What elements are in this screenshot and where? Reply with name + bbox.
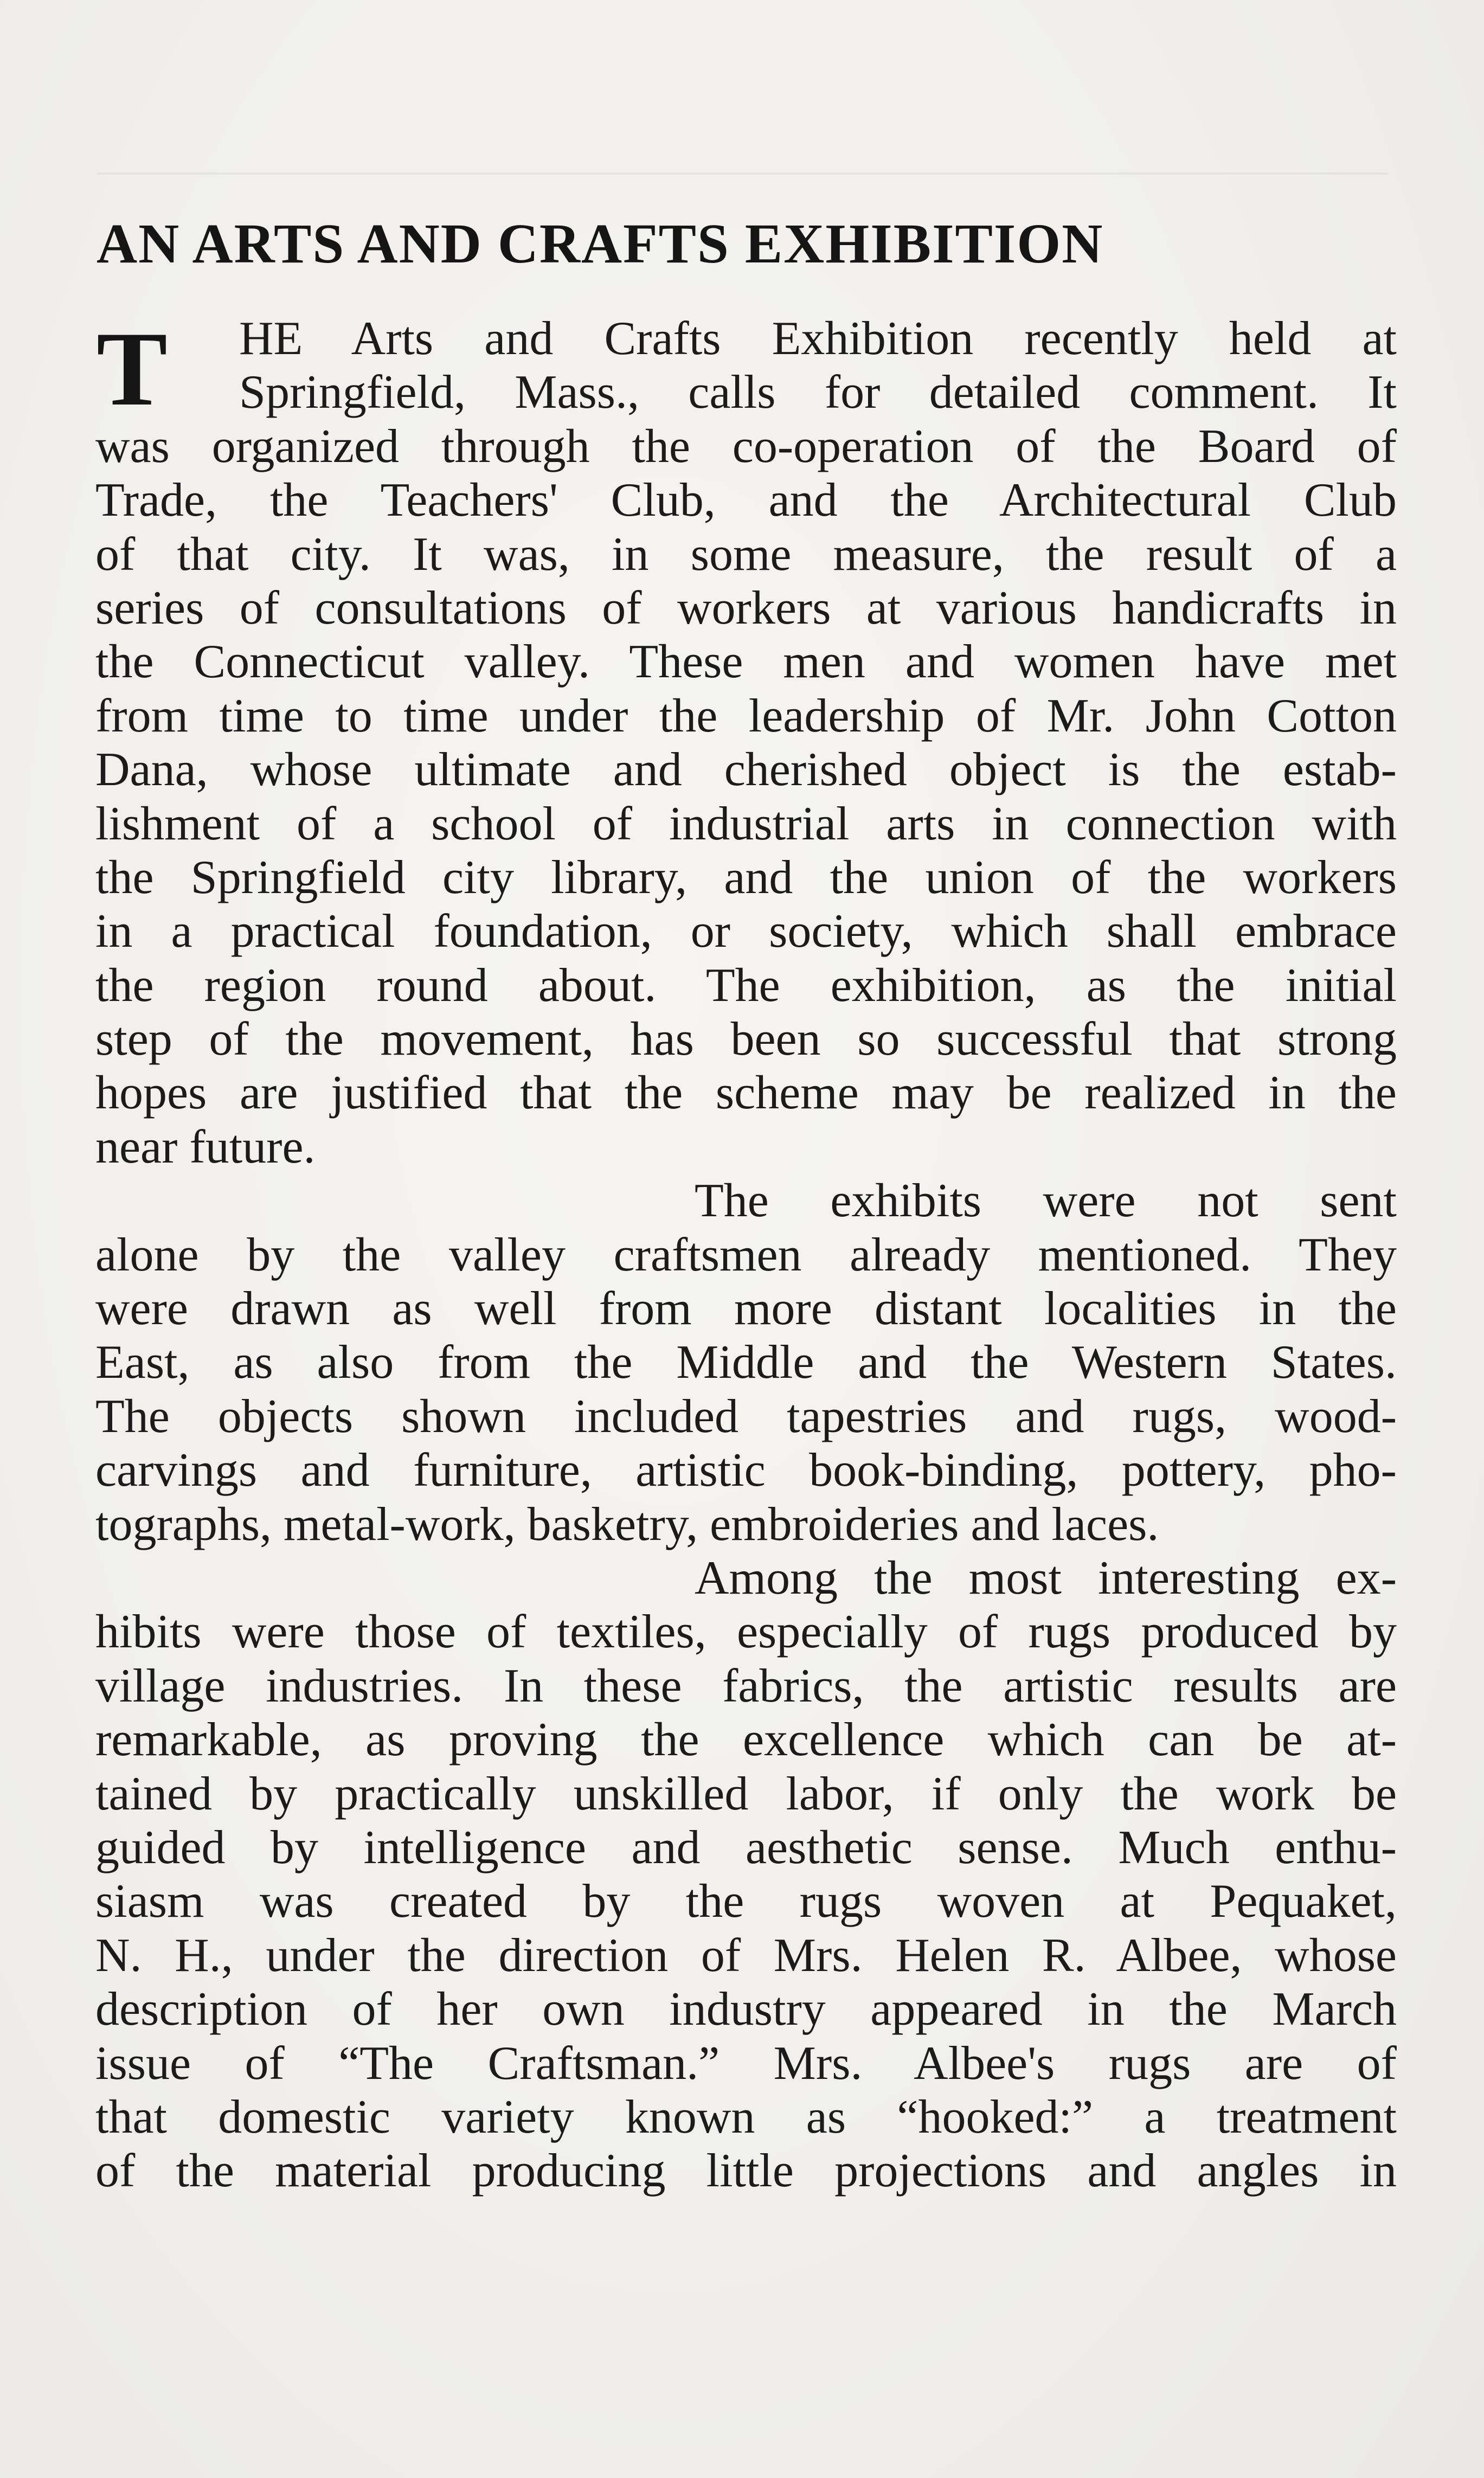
text-line: The objects shown included tapestries and rugs, wood- [95,1390,1397,1443]
text-line: lishment of a school of industrial arts in connection with [95,797,1397,850]
article-body [95,312,1397,2198]
drop-cap: T [97,310,168,428]
text-line: hibits were those of textiles, especially of rugs produced by [95,1606,1397,1659]
text-line: Among the most interesting ex- [695,1551,1397,1604]
text-line: the Springfield city library, and the union of the workers [95,851,1397,904]
text-line: description of her own industry appeared in the March [95,1983,1397,2036]
text-line: in a practical foundation, or society, which shall embrace [95,905,1397,958]
text-line: alone by the valley craftsmen already mentioned. They [95,1228,1397,1281]
text-line: step of the movement, has been so successful that strong [95,1013,1397,1066]
text-line: The exhibits were not sent [695,1174,1397,1228]
text-line: the Connecticut valley. These men and women have met [95,635,1397,689]
text-line: from time to time under the leadership of Mr. John Cotton [95,689,1397,742]
text-line: Springfield, Mass., calls for detailed comment. It [239,366,1397,419]
text-line: tographs, metal-work, basketry, embroideries and laces. [95,1498,1159,1551]
text-line: siasm was created by the rugs woven at Pequaket, [95,1875,1397,1928]
text-line: issue of “The Craftsman.” Mrs. Albee's rugs are of [95,2037,1397,2090]
text-line: of that city. It was, in some measure, the result of a [95,528,1397,581]
text-line: village industries. In these fabrics, the artistic results are [95,1659,1397,1712]
text-line: that domestic variety known as “hooked:” a treatment [95,2090,1397,2143]
text-line: guided by intelligence and aesthetic sense. Much enthu- [95,1821,1397,1874]
text-line: near future. [95,1120,316,1173]
text-line: carvings and furniture, artistic book-binding, pottery, pho- [95,1444,1397,1497]
article-title: AN ARTS AND CRAFTS EXHIBITION [97,213,1104,275]
text-line: hopes are justified that the scheme may be realized in the [95,1067,1397,1120]
text-line: East, as also from the Middle and the Western States. [95,1336,1397,1389]
text-line: HE Arts and Crafts Exhibition recently held at [239,312,1397,365]
text-line: Dana, whose ultimate and cherished object is the estab- [95,743,1397,797]
text-line: tained by practically unskilled labor, if only the work be [95,1767,1397,1820]
text-line: was organized through the co-operation of the Board of [95,420,1397,473]
text-line: N. H., under the direction of Mrs. Helen R. Albee, whose [95,1929,1397,1982]
text-line: series of consultations of workers at various handicrafts in [95,581,1397,634]
text-line: the region round about. The exhibition, as the initial [95,959,1397,1012]
text-line: Trade, the Teachers' Club, and the Architectural Club [95,474,1397,527]
text-line: remarkable, as proving the excellence which can be at- [95,1713,1397,1767]
show-through-rule [98,172,1388,175]
text-line: were drawn as well from more distant localities in the [95,1282,1397,1336]
text-line: of the material producing little projections and angles in [95,2145,1397,2198]
